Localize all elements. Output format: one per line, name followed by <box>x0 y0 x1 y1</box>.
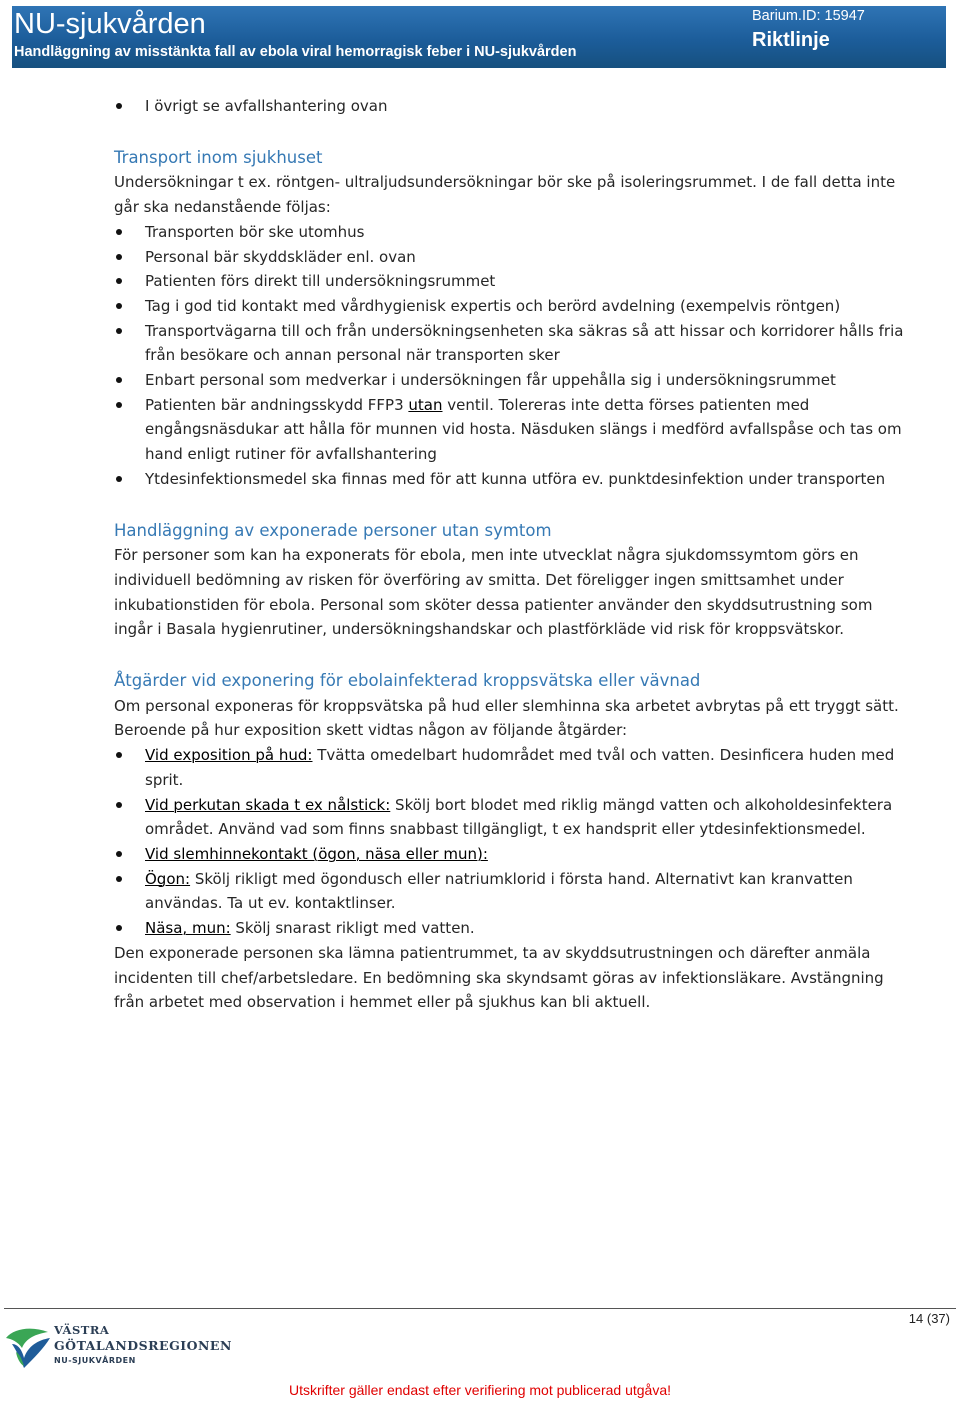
document-subtitle: Handläggning av misstänkta fall av ebola viral hemorragisk feber i NU-sjukvården <box>14 44 577 60</box>
item-text: Tvätta omedelbart hudområdet med tvål och vatten. Desinficera huden med sprit. <box>145 746 895 789</box>
emphasis-text: utan <box>408 395 443 414</box>
bullet-list <box>114 220 904 492</box>
item-lead: Vid perkutan skada t ex nålstick: <box>145 795 391 814</box>
section-heading: Handläggning av exponerade personer utan symtom <box>114 520 552 540</box>
bullet-list <box>114 743 904 941</box>
document-body <box>114 94 904 1015</box>
paragraph: För personer som kan ha exponerats för ebola, men inte utvecklat några sjukdomssymtom görs en individuell bedömning av risken för överföring av smitta. Det föreligger ingen smittsamhet under inkubationstiden för ebola. Personal som sköter dessa patienter använder den skyddsutrustning som ingår i Basala hygienrutiner, undersökningshandskar och plastförkläde vid risk för kroppsvätskor. <box>114 546 873 639</box>
paragraph: Den exponerade personen ska lämna patientrummet, ta av skyddsutrustningen och därefter anmäla incidenten till chef/arbetsledare. En bedömning ska skyndsamt göras av infektionsläkare. Avstängning från arbetet med observation i hemmet eller på sjukhus kan bli aktuell. <box>114 943 884 1012</box>
item-lead: Vid exposition på hud: <box>145 746 313 765</box>
exposed-section <box>114 519 904 643</box>
logo-text: VÄSTRA <box>54 1323 110 1337</box>
list-item <box>114 393 904 467</box>
logo-text: GÖTALANDSREGIONEN <box>54 1338 232 1353</box>
top-bullet-list <box>114 94 904 119</box>
list-item <box>114 867 904 916</box>
item-lead: Ögon: <box>145 869 191 888</box>
list-item: Enbart personal som medverkar i undersökningen får uppehålla sig i undersökningsrummet <box>114 368 904 393</box>
logo-text: NU-SJUKVÅRDEN <box>54 1356 136 1365</box>
list-item-text: Patienten bär andningsskydd FFP3 <box>145 395 409 414</box>
logo-emblem-icon <box>4 1324 52 1370</box>
print-disclaimer: Utskrifter gäller endast efter verifiering mot publicerad utgåva! <box>288 1382 672 1398</box>
list-item: Personal bär skyddskläder enl. ovan <box>114 245 904 270</box>
item-text: Skölj snarast rikligt med vatten. <box>230 919 475 938</box>
list-item <box>114 916 904 941</box>
list-item: Ytdesinfektionsmedel ska finnas med för att kunna utföra ev. punktdesinfektion under transporten <box>114 467 904 492</box>
list-item: Tag i god tid kontakt med vårdhygienisk expertis och berörd avdelning (exempelvis röntgen) <box>114 294 904 319</box>
section-heading: Transport inom sjukhuset <box>114 147 323 167</box>
paragraph: Om personal exponeras för kroppsvätska på hud eller slemhinna ska arbetet avbrytas på ett tryggt sätt. Beroende på hur exposition skett vidtas någon av följande åtgärder: <box>114 696 899 740</box>
document-header <box>12 6 946 68</box>
item-lead: Vid slemhinnekontakt (ögon, näsa eller mun): <box>145 844 488 863</box>
list-item: Patienten förs direkt till undersökningsrummet <box>114 269 904 294</box>
section-heading: Åtgärder vid exponering för ebolainfekterad kroppsvätska eller vävnad <box>114 671 701 691</box>
item-text: Skölj rikligt med ögondusch eller natriumklorid i första hand. Alternativt kan kranvatten användas. Ta ut ev. kontaktlinser. <box>145 869 853 913</box>
transport-section <box>114 146 904 492</box>
list-item <box>114 842 904 867</box>
region-logo <box>4 1322 234 1372</box>
list-item-text: ventil. Tolereras inte detta förses patienten med engångsnäsdukar att hålla för munnen vid hosta. Näsduken slängs i medförd avfallspåse och tas om hand enligt rutiner för avfallshantering <box>145 395 902 464</box>
org-title: NU-sjukvården <box>14 8 206 40</box>
list-item: Transporten bör ske utomhus <box>114 220 904 245</box>
list-item: Transportvägarna till och från undersökningsenheten ska säkras så att hissar och korridorer hålls fria från besökare och annan personal när transporten sker <box>114 319 904 368</box>
footer-divider <box>4 1308 956 1309</box>
measures-section <box>114 669 904 1015</box>
paragraph: Undersökningar t ex. röntgen- ultraljudsundersökningar bör ske på isoleringsrummet. I de fall detta inte går ska nedanstående följas: <box>114 173 896 217</box>
page-number: 14 (37) <box>908 1311 950 1326</box>
item-text: Skölj bort blodet med riklig mängd vatten och alkoholdesinfektera området. Använd vad som finns snabbast tillgängligt, t ex handsprit eller ytdesinfektionsmedel. <box>145 795 893 839</box>
item-lead: Näsa, mun: <box>145 919 231 938</box>
list-item: I övrigt se avfallshantering ovan <box>114 94 904 119</box>
list-item <box>114 793 904 842</box>
list-item <box>114 743 904 792</box>
document-type: Riktlinje <box>752 29 830 51</box>
document-id: Barium.ID: 15947 <box>752 8 865 24</box>
